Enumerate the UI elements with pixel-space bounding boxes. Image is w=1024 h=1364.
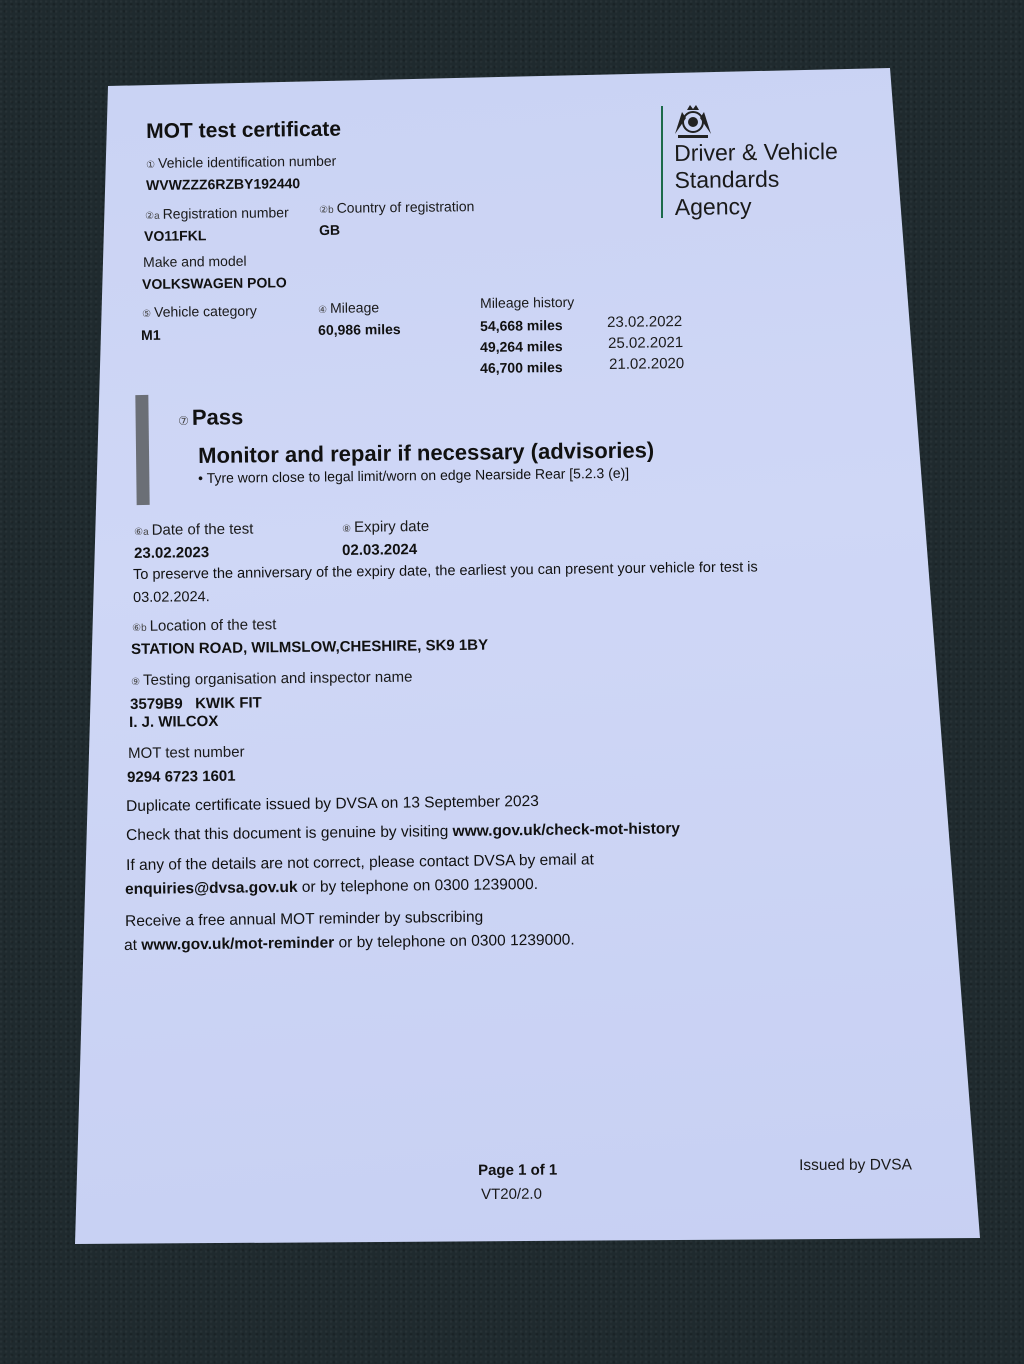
issued-by: Issued by DVSA (799, 1156, 912, 1174)
agency-name: Driver & Vehicle Standards Agency (674, 138, 838, 220)
mileage-history-date-1: 23.02.2022 (607, 313, 683, 331)
expiry-date-value: 02.03.2024 (342, 541, 418, 559)
check-line: Check that this document is genuine by visiting www.gov.uk/check-mot-history (126, 820, 681, 844)
test-number-label: MOT test number (128, 743, 245, 762)
advisories-heading: Monitor and repair if necessary (advisories) (198, 437, 655, 468)
agency-divider (661, 106, 663, 218)
duplicate-note: Duplicate certificate issued by DVSA on 13 September 2023 (126, 792, 539, 815)
contact-email-link[interactable]: enquiries@dvsa.gov.uk (125, 878, 298, 898)
category-label: ⑤ Vehicle category (142, 302, 257, 320)
certificate-title: MOT test certificate (146, 117, 342, 143)
check-mot-history-link[interactable]: www.gov.uk/check-mot-history (452, 820, 681, 841)
test-number-value: 9294 6723 1601 (127, 767, 236, 786)
mileage-value: 60,986 miles (318, 320, 401, 338)
advisory-item: • Tyre worn close to legal limit/worn on edge Nearside Rear [5.2.3 (e)] (198, 464, 630, 486)
country-value: GB (319, 221, 341, 238)
category-value: M1 (141, 326, 161, 343)
royal-crest-icon (670, 104, 716, 140)
mot-reminder-link[interactable]: www.gov.uk/mot-reminder (141, 934, 335, 954)
test-date-value: 23.02.2023 (134, 544, 210, 562)
contact-line1: If any of the details are not correct, please contact DVSA by email at (126, 851, 595, 874)
registration-label: ②a Registration number (145, 204, 289, 222)
form-code: VT20/2.0 (481, 1185, 542, 1203)
result-bar (135, 395, 149, 505)
page-number: Page 1 of 1 (478, 1161, 558, 1179)
mileage-history-date-3: 21.02.2020 (609, 355, 685, 373)
vin-value: WVWZZZ6RZBY192440 (146, 175, 301, 193)
mileage-history-miles-2: 49,264 miles (480, 337, 563, 355)
test-date-label: ⑥a Date of the test (134, 520, 254, 539)
mileage-history-date-2: 25.02.2021 (608, 334, 684, 352)
contact-line2: enquiries@dvsa.gov.uk or by telephone on 0300 1239000. (125, 875, 539, 898)
mileage-history-miles-3: 46,700 miles (480, 358, 563, 376)
expiry-date-label: ⑧ Expiry date (342, 517, 430, 536)
make-model-value: VOLKSWAGEN POLO (142, 274, 287, 292)
registration-value: VO11FKL (144, 227, 207, 244)
location-value: STATION ROAD, WILMSLOW,CHESHIRE, SK9 1BY (131, 636, 489, 658)
mileage-history-miles-1: 54,668 miles (480, 316, 563, 334)
organisation-value: 3579B9 KWIK FIT (130, 694, 262, 713)
mileage-label: ④ Mileage (318, 299, 380, 316)
anniversary-note-line1: To preserve the anniversary of the expiry date, the earliest you can present your vehicle for test is (133, 559, 758, 583)
location-label: ⑥b Location of the test (132, 616, 277, 635)
country-label: ②b Country of registration (319, 198, 475, 216)
vin-label: ① Vehicle identification number (146, 152, 337, 171)
reminder-line1: Receive a free annual MOT reminder by subscribing (125, 908, 484, 930)
organisation-label: ⑨ Testing organisation and inspector name (131, 668, 413, 689)
mileage-history-label: Mileage history (480, 293, 575, 311)
make-model-label: Make and model (143, 252, 247, 270)
inspector-name: I. J. WILCOX (129, 712, 219, 731)
anniversary-note-line2: 03.02.2024. (133, 589, 210, 606)
reminder-line2: at www.gov.uk/mot-reminder or by telephone on 0300 1239000. (124, 931, 575, 954)
result: ⑦ Pass (178, 404, 244, 430)
